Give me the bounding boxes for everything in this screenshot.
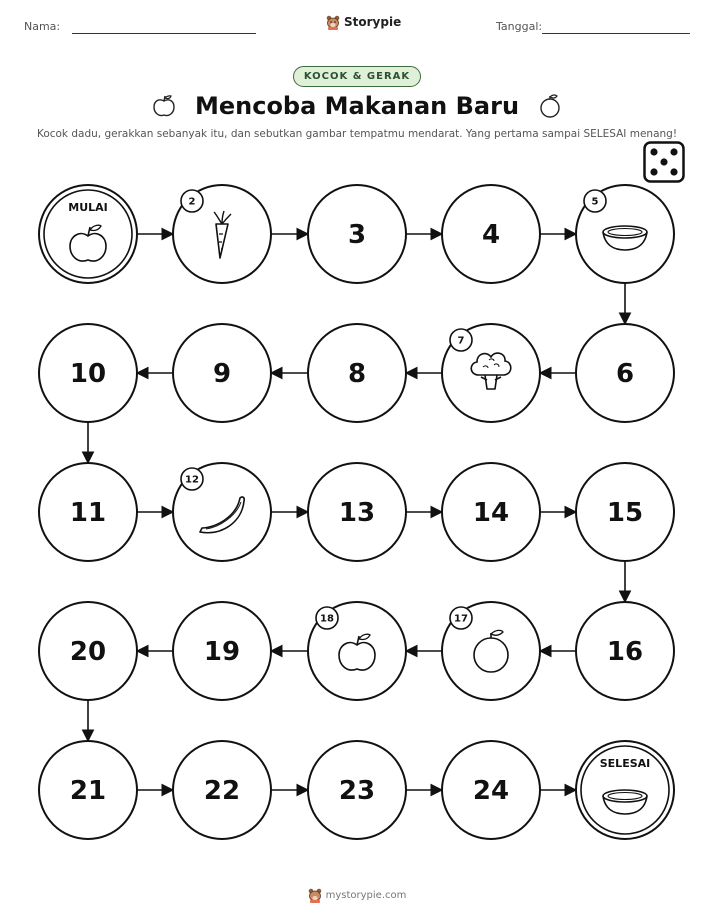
space-number: 10 bbox=[69, 359, 107, 389]
activity-badge: KOCOK & GERAK bbox=[293, 66, 421, 87]
board-space-13[interactable] bbox=[308, 463, 406, 561]
board-space-1[interactable] bbox=[39, 185, 137, 283]
storypie-mascot-footer-icon bbox=[308, 887, 322, 903]
board-space-4[interactable] bbox=[442, 185, 540, 283]
footer-url: mystorypie.com bbox=[325, 889, 407, 901]
space-number: 4 bbox=[481, 220, 501, 250]
board-space-2[interactable] bbox=[173, 185, 271, 283]
board-space-21[interactable] bbox=[39, 741, 137, 839]
start-label: MULAI bbox=[68, 201, 108, 214]
space-number: 16 bbox=[606, 637, 644, 667]
brand-name: Storypie bbox=[344, 15, 402, 29]
board-space-8[interactable] bbox=[308, 324, 406, 422]
board-space-18[interactable] bbox=[308, 602, 406, 700]
instructions-text: Kocok dadu, gerakkan sebanyak itu, dan sebutkan gambar tempatmu mendarat. Yang pertama sampai SELESAI menang! bbox=[36, 128, 678, 140]
board-space-24[interactable] bbox=[442, 741, 540, 839]
board-space-12[interactable] bbox=[173, 463, 271, 561]
space-number: 21 bbox=[69, 776, 107, 806]
space-number: 15 bbox=[606, 498, 644, 528]
board-space-11[interactable] bbox=[39, 463, 137, 561]
board-space-14[interactable] bbox=[442, 463, 540, 561]
board-space-20[interactable] bbox=[39, 602, 137, 700]
board-space-15[interactable] bbox=[576, 463, 674, 561]
space-number: 11 bbox=[69, 498, 107, 528]
space-number: 24 bbox=[472, 776, 510, 806]
board-space-9[interactable] bbox=[173, 324, 271, 422]
board-space-23[interactable] bbox=[308, 741, 406, 839]
space-number: 14 bbox=[472, 498, 510, 528]
space-number: 6 bbox=[615, 359, 635, 389]
board-space-7[interactable] bbox=[442, 324, 540, 422]
space-number: 9 bbox=[212, 359, 232, 389]
board-space-6[interactable] bbox=[576, 324, 674, 422]
space-number: 5 bbox=[591, 196, 599, 208]
footer bbox=[308, 887, 407, 903]
name-label: Nama: bbox=[24, 20, 61, 33]
board-space-19[interactable] bbox=[173, 602, 271, 700]
space-number: 23 bbox=[338, 776, 376, 806]
board-space-3[interactable] bbox=[308, 185, 406, 283]
board-space-10[interactable] bbox=[39, 324, 137, 422]
board-space-5[interactable] bbox=[576, 185, 674, 283]
board-space-16[interactable] bbox=[576, 602, 674, 700]
space-number: 13 bbox=[338, 498, 376, 528]
space-number: 3 bbox=[347, 220, 367, 250]
space-number: 20 bbox=[69, 637, 107, 667]
space-number: 17 bbox=[454, 613, 468, 625]
board-space-22[interactable] bbox=[173, 741, 271, 839]
space-number: 19 bbox=[203, 637, 241, 667]
space-number: 8 bbox=[347, 359, 367, 389]
finish-label: SELESAI bbox=[599, 757, 651, 770]
space-number: 2 bbox=[188, 196, 196, 208]
space-number: 18 bbox=[320, 613, 334, 625]
space-number: 12 bbox=[185, 474, 199, 486]
board-space-17[interactable] bbox=[442, 602, 540, 700]
board-space-25[interactable] bbox=[576, 741, 674, 839]
page-title: Mencoba Makanan Baru bbox=[194, 92, 520, 120]
space-number: 22 bbox=[203, 776, 241, 806]
space-number: 7 bbox=[457, 335, 465, 347]
date-label: Tanggal: bbox=[496, 20, 543, 33]
